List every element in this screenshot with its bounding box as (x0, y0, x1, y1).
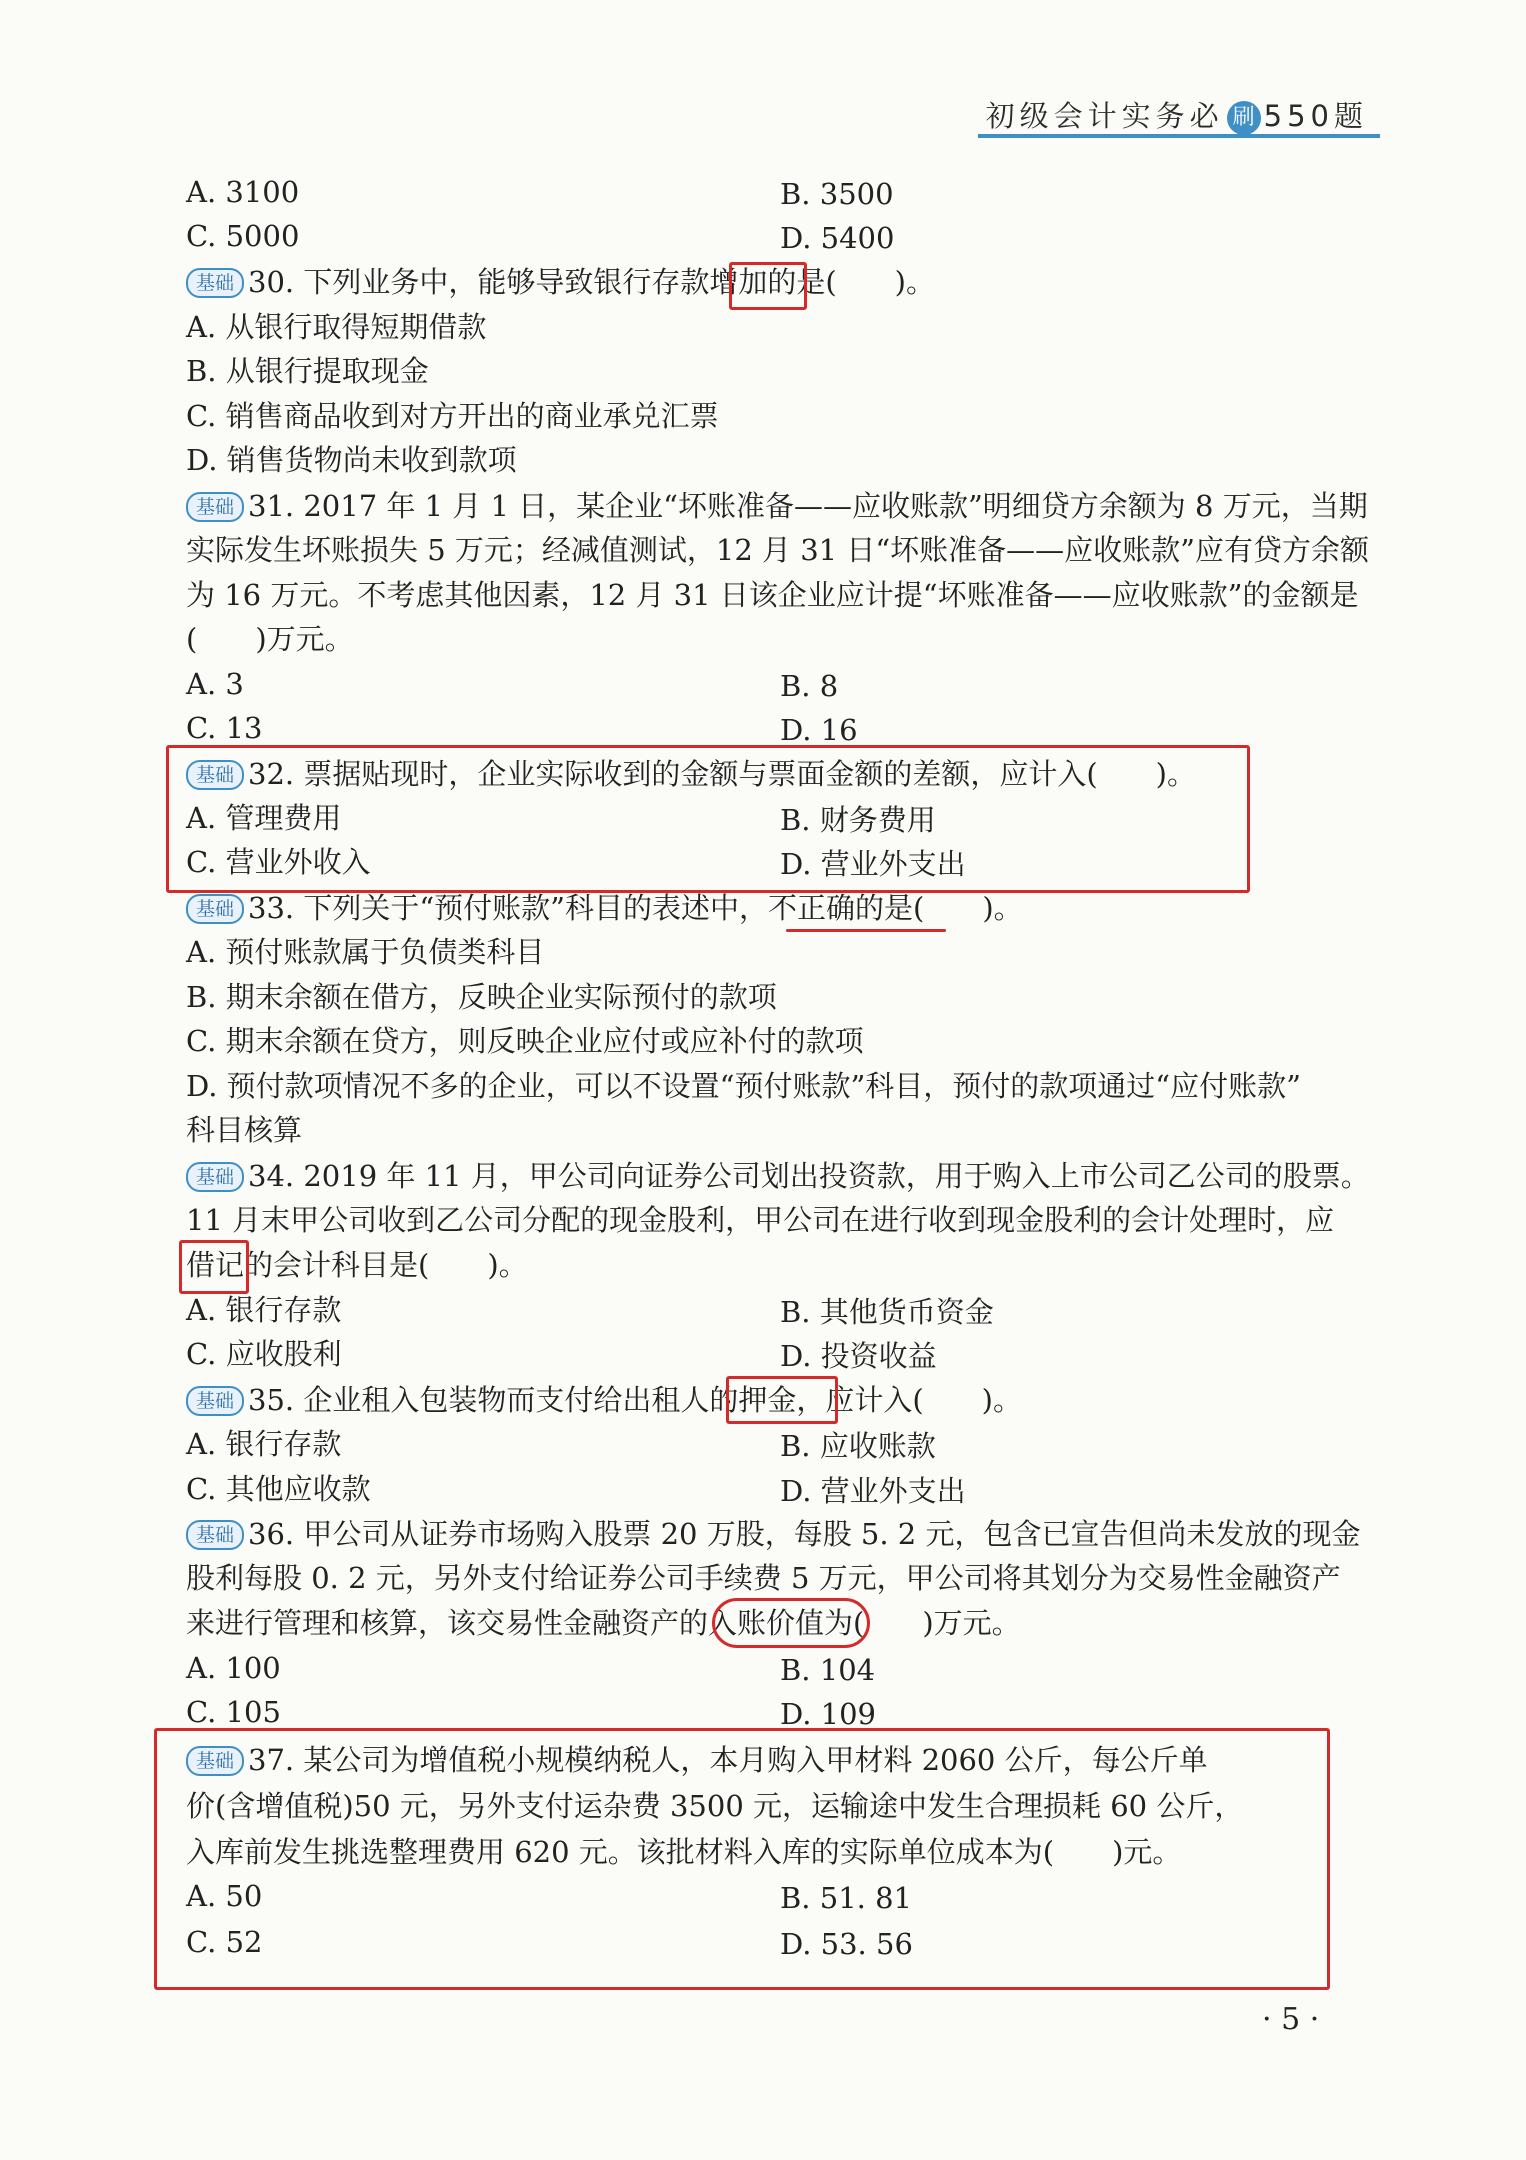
q32-stem-text: 32. 票据贴现时，企业实际收到的金额与票面金额的差额，应计入( )。 (248, 757, 1196, 791)
q32-option-a: A. 管理费用 (186, 801, 342, 835)
q37-option-d: D. 53. 56 (780, 1927, 913, 1961)
q31-stem-1 (186, 486, 1368, 526)
q30-stem-text: 30. 下列业务中，能够导致银行存款增加的是( )。 (248, 265, 935, 299)
q32-option-b: B. 财务费用 (780, 803, 936, 837)
q36-stem-1-text: 36. 甲公司从证券市场购入股票 20 万股，每股 5. 2 元，包含已宣告但尚未发放的现金 (248, 1517, 1361, 1551)
q31-option-b: B. 8 (780, 669, 839, 703)
q36-option-a: A. 100 (186, 1651, 281, 1685)
q35-stem-text: 35. 企业租入包装物而支付给出租人的押金，应计入( )。 (248, 1383, 1022, 1417)
difficulty-badge: 基础 (186, 1520, 244, 1550)
q29-option-a: A. 3100 (186, 175, 300, 209)
difficulty-badge: 基础 (186, 1746, 244, 1776)
q34-option-c: C. 应收股利 (186, 1337, 342, 1371)
q29-option-c: C. 5000 (186, 219, 300, 253)
q33-option-c: C. 期末余额在贷方，则反映企业应付或应补付的款项 (186, 1024, 864, 1058)
q36-stem-1 (186, 1514, 1360, 1554)
brush-seal-icon: 刷 (1227, 101, 1261, 135)
q34-stem-2: 11 月末甲公司收到乙公司分配的现金股利，甲公司在进行收到现金股利的会计处理时，应 (186, 1203, 1335, 1237)
q33-option-b: B. 期末余额在借方，反映企业实际预付的款项 (186, 980, 777, 1014)
q31-stem-2: 实际发生坏账损失 5 万元；经减值测试，12 月 31 日“坏账准备——应收账款”应有贷方余额 (186, 533, 1369, 567)
q37-stem-2: 价(含增值税)50 元，另外支付运杂费 3500 元，运输途中发生合理损耗 60 公斤， (186, 1789, 1244, 1823)
q34-option-a: A. 银行存款 (186, 1293, 342, 1327)
q35-option-a: A. 银行存款 (186, 1427, 342, 1461)
q33-option-a: A. 预付账款属于负债类科目 (186, 935, 545, 969)
q36-stem-2: 股利每股 0. 2 元，另外支付给证券公司手续费 5 万元，甲公司将其划分为交易性金融资产 (186, 1561, 1341, 1595)
difficulty-badge: 基础 (186, 1386, 244, 1416)
q31-stem-1-text: 31. 2017 年 1 月 1 日，某企业“坏账准备——应收账款”明细贷方余额为 8 万元，当期 (248, 489, 1368, 523)
page-number: · 5 · (1262, 2002, 1320, 2037)
q37-option-a: A. 50 (186, 1879, 263, 1913)
q37-stem-1-text: 37. 某公司为增值税小规模纳税人，本月购入甲材料 2060 公斤，每公斤单 (248, 1743, 1208, 1777)
book-title-text: 初级会计实务必 (985, 99, 1224, 133)
difficulty-badge: 基础 (186, 268, 244, 298)
q35-option-c: C. 其他应收款 (186, 1472, 371, 1506)
q31-stem-4: ( )万元。 (186, 622, 354, 656)
q37-stem-1 (186, 1740, 1208, 1780)
q32-option-d: D. 营业外支出 (780, 847, 966, 881)
q34-stem-1-text: 34. 2019 年 11 月，甲公司向证券公司划出投资款，用于购入上市公司乙公司的股票。 (248, 1159, 1370, 1193)
q34-option-b: B. 其他货币资金 (780, 1295, 994, 1329)
difficulty-badge: 基础 (186, 1162, 244, 1192)
highlight-oval-ruzhang (712, 1598, 870, 1648)
q37-option-b: B. 51. 81 (780, 1881, 912, 1915)
q35-option-d: D. 营业外支出 (780, 1474, 966, 1508)
highlight-box-zengjia (729, 262, 807, 310)
q31-option-a: A. 3 (186, 667, 244, 701)
q34-stem-1 (186, 1156, 1370, 1196)
q31-option-d: D. 16 (780, 713, 858, 747)
q31-stem-3: 为 16 万元。不考虑其他因素，12 月 31 日该企业应计提“坏账准备——应收账款”的金额是 (186, 578, 1359, 612)
page-header (978, 92, 1380, 138)
q37-stem-3: 入库前发生挑选整理费用 620 元。该批材料入库的实际单位成本为( )元。 (186, 1835, 1182, 1869)
q32-option-c: C. 营业外收入 (186, 845, 371, 879)
highlight-box-jieji (179, 1240, 249, 1294)
q33-option-d-2: 科目核算 (186, 1113, 303, 1147)
q33-option-d-1: D. 预付款项情况不多的企业，可以不设置“预付账款”科目，预付的款项通过“应付账款” (186, 1069, 1301, 1103)
q34-option-d: D. 投资收益 (780, 1339, 937, 1373)
difficulty-badge: 基础 (186, 492, 244, 522)
q34-stem-3: 借记的会计科目是( )。 (186, 1248, 528, 1282)
book-title (986, 94, 1368, 135)
q36-stem-3: 来进行管理和核算，该交易性金融资产的入账价值为( )万元。 (186, 1606, 1021, 1640)
q36-option-d: D. 109 (780, 1697, 877, 1731)
q36-option-c: C. 105 (186, 1695, 281, 1729)
q36-option-b: B. 104 (780, 1653, 876, 1687)
underline-bu-zhengque (786, 929, 946, 932)
q37-option-c: C. 52 (186, 1925, 263, 1959)
q30-option-c: C. 销售商品收到对方开出的商业承兑汇票 (186, 399, 719, 433)
q30-stem (186, 262, 935, 302)
q29-option-d: D. 5400 (780, 221, 895, 255)
q30-option-a: A. 从银行取得短期借款 (186, 310, 487, 344)
q29-option-b: B. 3500 (780, 177, 894, 211)
highlight-box-yajin (726, 1376, 838, 1424)
book-title-count: 550题 (1263, 99, 1368, 133)
q32-stem (186, 754, 1196, 794)
q35-option-b: B. 应收账款 (780, 1429, 936, 1463)
difficulty-badge: 基础 (186, 760, 244, 790)
q33-stem (186, 888, 1023, 928)
header-rule (978, 134, 1380, 138)
q30-option-b: B. 从银行提取现金 (186, 354, 429, 388)
q35-stem (186, 1380, 1022, 1420)
q30-option-d: D. 销售货物尚未收到款项 (186, 443, 517, 477)
q33-stem-text: 33. 下列关于“预付账款”科目的表述中，不正确的是( )。 (248, 891, 1023, 925)
q31-option-c: C. 13 (186, 711, 263, 745)
difficulty-badge: 基础 (186, 894, 244, 924)
